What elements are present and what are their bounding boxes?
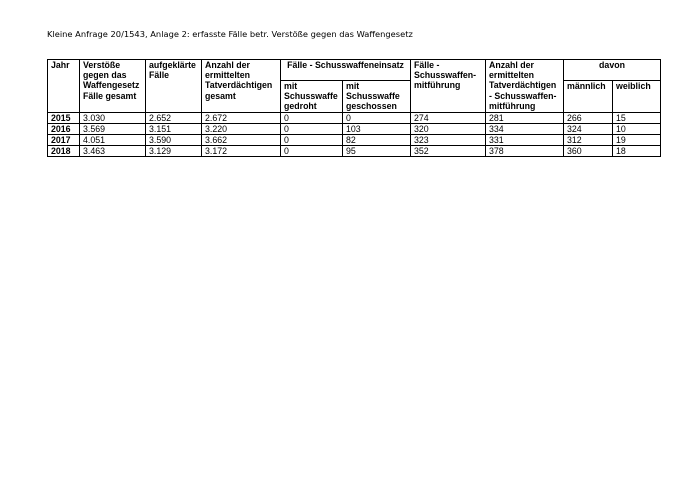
cell-tv-mitfuehrung: 281 — [486, 112, 564, 123]
cell-gedroht: 0 — [281, 112, 343, 123]
cell-maennlich: 312 — [564, 135, 613, 146]
cell-tv-mitfuehrung: 378 — [486, 146, 564, 157]
cell-tatverdaechtige: 2.672 — [202, 112, 281, 123]
cell-jahr: 2015 — [48, 112, 80, 123]
cell-weiblich: 15 — [613, 112, 661, 123]
header-tv-mitfuehrung: Anzahl der ermittelten Tatverdächtigen - Schusswaffen-mitführung — [486, 60, 564, 113]
cell-verstoesse: 3.463 — [80, 146, 146, 157]
document-title: Kleine Anfrage 20/1543, Anlage 2: erfasste Fälle betr. Verstöße gegen das Waffengesetz — [47, 29, 413, 39]
cell-maennlich: 324 — [564, 123, 613, 134]
cell-verstoesse: 3.030 — [80, 112, 146, 123]
header-weiblich: weiblich — [613, 81, 661, 113]
table-row — [48, 135, 661, 146]
cell-aufgeklaerte: 2.652 — [146, 112, 202, 123]
cell-geschossen: 103 — [343, 123, 411, 134]
cell-verstoesse: 3.569 — [80, 123, 146, 134]
header-aufgeklaerte: aufgeklärte Fälle — [146, 60, 202, 113]
table-row — [48, 123, 661, 134]
cell-aufgeklaerte: 3.129 — [146, 146, 202, 157]
table-row — [48, 146, 661, 157]
cell-jahr: 2016 — [48, 123, 80, 134]
cell-maennlich: 266 — [564, 112, 613, 123]
header-maennlich: männlich — [564, 81, 613, 113]
cell-mitfuehrung: 274 — [411, 112, 486, 123]
cell-aufgeklaerte: 3.590 — [146, 135, 202, 146]
cell-tatverdaechtige: 3.220 — [202, 123, 281, 134]
cell-weiblich: 18 — [613, 146, 661, 157]
header-mitfuehrung: Fälle - Schusswaffen-mitführung — [411, 60, 486, 113]
cell-mitfuehrung: 323 — [411, 135, 486, 146]
header-jahr: Jahr — [48, 60, 80, 113]
header-row-1 — [48, 60, 661, 81]
cell-geschossen: 0 — [343, 112, 411, 123]
table-row — [48, 112, 661, 123]
cell-mitfuehrung: 320 — [411, 123, 486, 134]
cell-weiblich: 10 — [613, 123, 661, 134]
cell-gedroht: 0 — [281, 123, 343, 134]
cell-geschossen: 82 — [343, 135, 411, 146]
cell-jahr: 2018 — [48, 146, 80, 157]
cell-jahr: 2017 — [48, 135, 80, 146]
header-gedroht: mit Schusswaffe gedroht — [281, 81, 343, 113]
cell-maennlich: 360 — [564, 146, 613, 157]
cell-tv-mitfuehrung: 331 — [486, 135, 564, 146]
cell-geschossen: 95 — [343, 146, 411, 157]
header-davon: davon — [564, 60, 661, 81]
header-geschossen: mit Schusswaffe geschossen — [343, 81, 411, 113]
header-tatverdaechtige: Anzahl der ermittelten Tatverdächtigen gesamt — [202, 60, 281, 113]
cell-tv-mitfuehrung: 334 — [486, 123, 564, 134]
cell-gedroht: 0 — [281, 146, 343, 157]
cell-mitfuehrung: 352 — [411, 146, 486, 157]
cell-tatverdaechtige: 3.662 — [202, 135, 281, 146]
statistics-table — [47, 59, 661, 157]
header-verstoesse: Verstöße gegen das Waffengesetz Fälle gesamt — [80, 60, 146, 113]
cell-tatverdaechtige: 3.172 — [202, 146, 281, 157]
cell-aufgeklaerte: 3.151 — [146, 123, 202, 134]
cell-gedroht: 0 — [281, 135, 343, 146]
header-schusswaffeneinsatz: Fälle - Schusswaffeneinsatz — [281, 60, 411, 81]
cell-weiblich: 19 — [613, 135, 661, 146]
cell-verstoesse: 4.051 — [80, 135, 146, 146]
